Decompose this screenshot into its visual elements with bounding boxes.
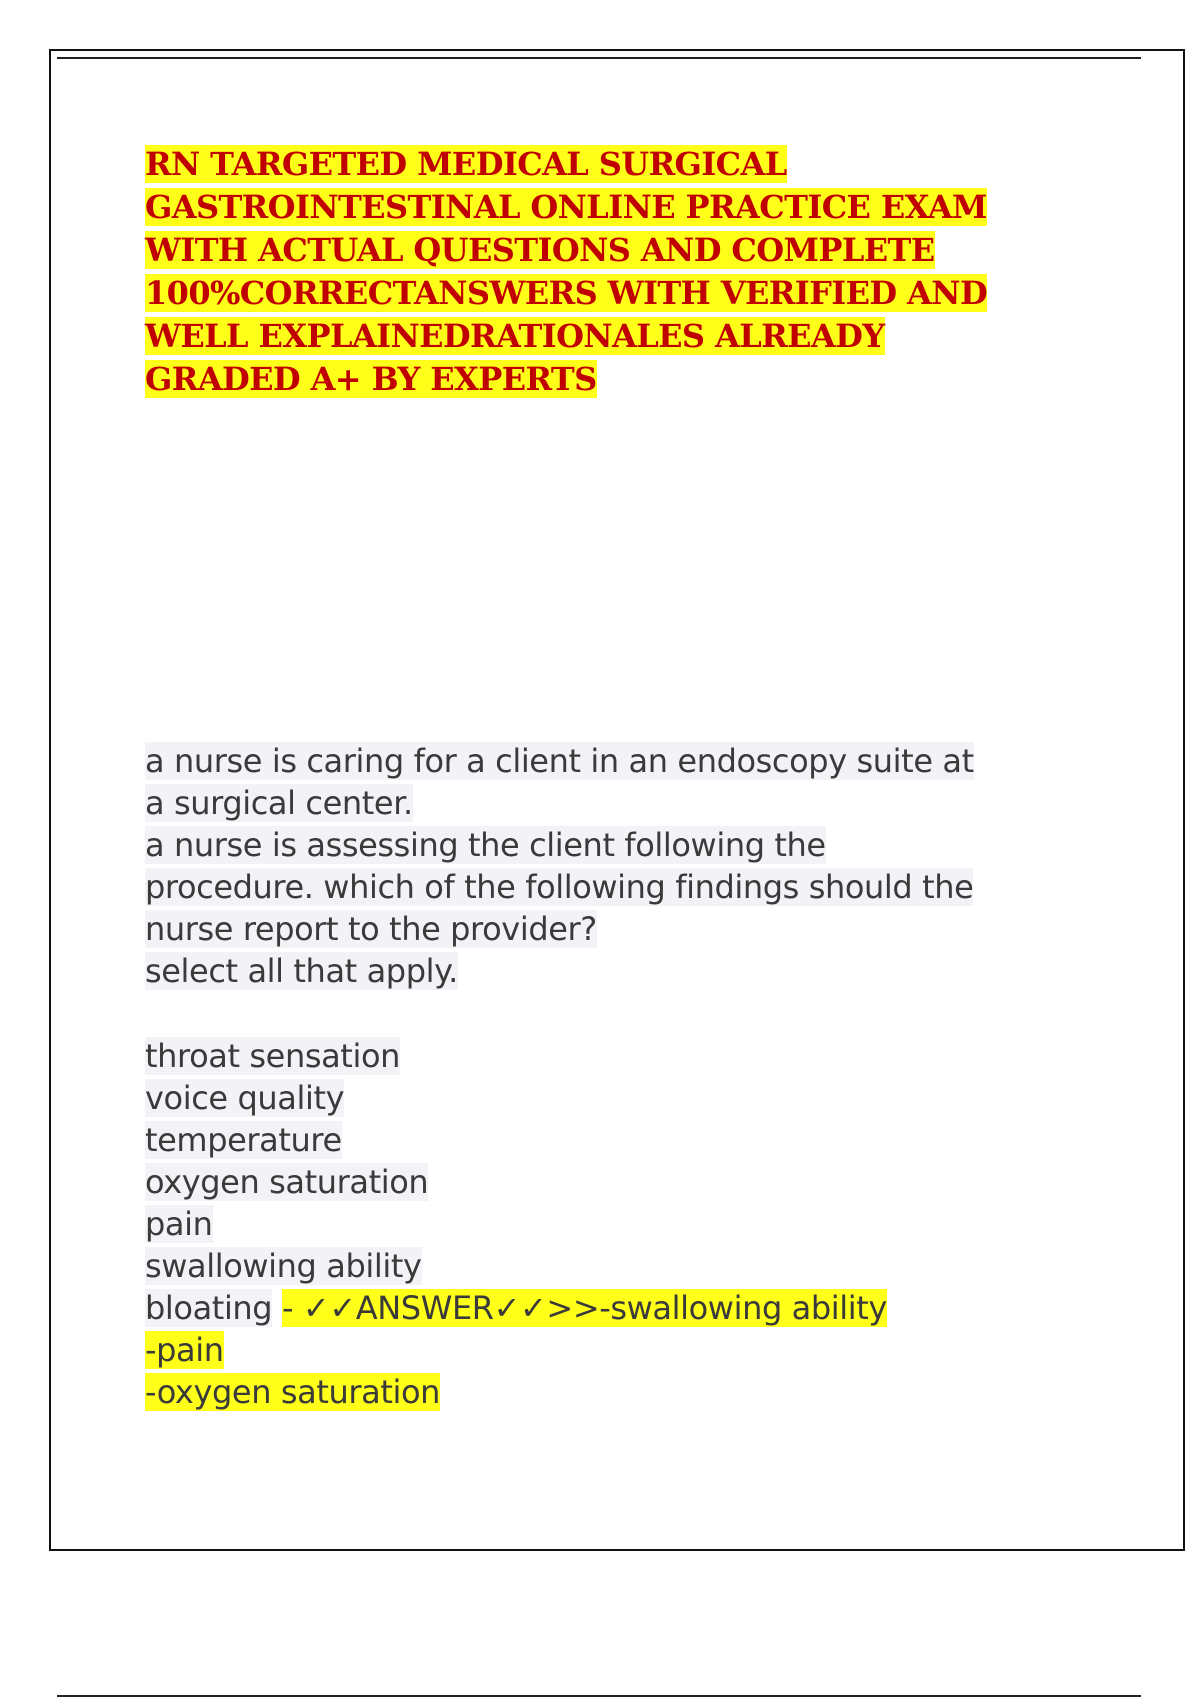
option-swallowing-ability: swallowing ability <box>145 1247 422 1285</box>
option-oxygen-saturation: oxygen saturation <box>145 1163 429 1201</box>
title-line-4: 100%CORRECTANSWERS WITH VERIFIED AND <box>145 274 988 312</box>
answer-line-pain: -pain <box>145 1331 224 1369</box>
question-text <box>145 740 1105 992</box>
document-title <box>145 143 1045 401</box>
title-line-3: WITH ACTUAL QUESTIONS AND COMPLETE <box>145 231 935 269</box>
title-line-5: WELL EXPLAINEDRATIONALES ALREADY <box>145 317 885 355</box>
title-line-1: RN TARGETED MEDICAL SURGICAL <box>145 145 787 183</box>
title-line-2: GASTROINTESTINAL ONLINE PRACTICE EXAM <box>145 188 987 226</box>
question-line-4: procedure. which of the following findings should the <box>145 868 974 906</box>
option-throat-sensation: throat sensation <box>145 1037 401 1075</box>
option-voice-quality: voice quality <box>145 1079 345 1117</box>
question-line-2: a surgical center. <box>145 784 413 822</box>
option-bloating: bloating <box>145 1289 273 1327</box>
option-temperature: temperature <box>145 1121 342 1159</box>
answer-options <box>145 1035 1105 1413</box>
question-line-3: a nurse is assessing the client following the <box>145 826 826 864</box>
title-line-6: GRADED A+ BY EXPERTS <box>145 360 597 398</box>
answer-line-oxygen-saturation: -oxygen saturation <box>145 1373 441 1411</box>
option-pain: pain <box>145 1205 213 1243</box>
top-rule <box>57 57 1141 59</box>
question-line-1: a nurse is caring for a client in an endoscopy suite at <box>145 742 974 780</box>
question-line-5: nurse report to the provider? <box>145 910 597 948</box>
bottom-rule <box>57 1695 1141 1697</box>
answer-key: - ✓✓ANSWER✓✓>>-swallowing ability <box>282 1289 887 1327</box>
question-line-6: select all that apply. <box>145 952 458 990</box>
